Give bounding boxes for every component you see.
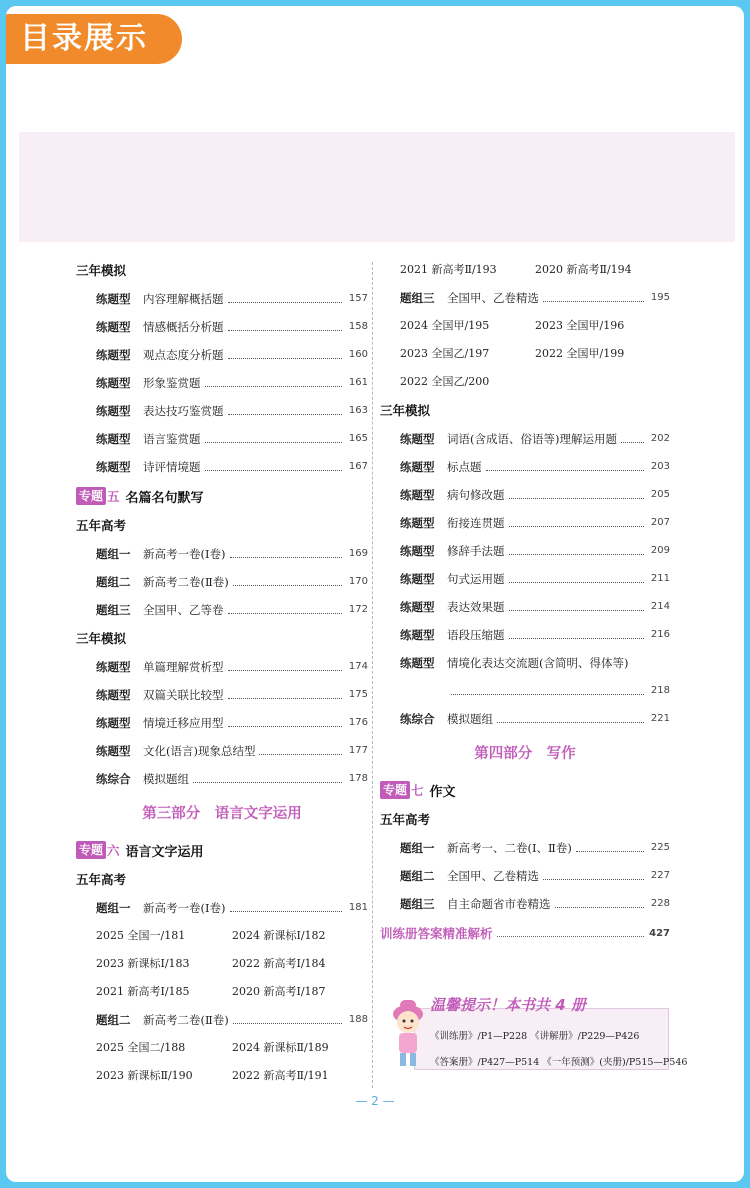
topic-number: 五 (107, 489, 120, 504)
leader-dots (497, 936, 644, 937)
entry-title: 全国甲、乙等卷 (143, 603, 224, 617)
entry-kind: 练题型 (96, 376, 131, 390)
topic-badge: 专题 (380, 781, 410, 799)
year-row (76, 978, 368, 1006)
year-entry[interactable]: 2024 新课标Ⅱ/189 (232, 1041, 329, 1054)
entry-title: 新高考一卷(Ⅰ卷) (143, 547, 226, 561)
section-heading: 五年高考 (380, 812, 431, 827)
leader-dots (509, 610, 645, 611)
toc-group (76, 653, 368, 793)
topic-title: 语言文字运用 (125, 844, 204, 860)
entry-title: 情境化表达交流题(含简明、得体等) (447, 656, 629, 670)
entry-title: 修辞手法题 (447, 544, 505, 558)
entry-kind: 练题型 (96, 320, 131, 334)
leader-dots (509, 526, 645, 527)
entry-page: 177 (348, 745, 368, 756)
toc-group (76, 894, 368, 922)
answers-page: 427 (649, 927, 670, 939)
topic-heading (76, 835, 368, 865)
leader-dots (228, 330, 343, 331)
leader-dots (497, 722, 644, 723)
entry-title: 衔接连贯题 (447, 516, 505, 530)
leader-dots (233, 585, 342, 586)
year-row (76, 950, 368, 978)
toc-entry[interactable] (76, 737, 368, 765)
toc-entry-continuation[interactable] (380, 677, 670, 705)
section-tab: 目录展示 (6, 14, 182, 64)
entry-kind: 练题型 (96, 404, 131, 418)
toc-entry[interactable] (76, 568, 368, 596)
toc-entry[interactable] (76, 425, 368, 453)
entry-title: 诗评情境题 (143, 460, 201, 474)
year-list (76, 1034, 368, 1090)
answers-title: 训练册答案精准解析 (380, 926, 493, 941)
year-entry[interactable]: 2022 新高考Ⅱ/191 (232, 1069, 329, 1082)
left-column (76, 256, 368, 1090)
tip-callout (386, 992, 688, 1072)
entry-page: 158 (348, 321, 368, 332)
entry-title: 模拟题组 (447, 712, 493, 726)
entry-page: 174 (348, 661, 368, 672)
section-heading: 三年模拟 (76, 631, 127, 646)
entry-title: 新高考一卷(Ⅰ卷) (143, 901, 226, 915)
entry-kind: 题组二 (400, 869, 435, 883)
year-entry[interactable]: 2025 全国二/188 (96, 1041, 186, 1054)
toc-group (380, 705, 670, 733)
year-list (380, 312, 670, 368)
right-column (380, 256, 670, 948)
entry-page: 202 (650, 433, 670, 444)
topic-heading (380, 775, 670, 805)
entry-title: 模拟题组 (143, 772, 189, 786)
entry-page: 221 (650, 713, 670, 724)
entry-page: 178 (348, 773, 368, 784)
toc-entry[interactable] (76, 540, 368, 568)
entry-kind: 练题型 (96, 716, 131, 730)
year-entry[interactable]: 2022 新高考Ⅰ/184 (232, 957, 326, 970)
entry-title: 形象鉴赏题 (143, 376, 201, 390)
entry-title: 语言鉴赏题 (143, 432, 201, 446)
topic-title: 名篇名句默写 (125, 490, 204, 506)
entry-kind: 练题型 (400, 488, 435, 502)
year-entry[interactable]: 2020 新高考Ⅰ/187 (232, 985, 326, 998)
toc-entry[interactable] (76, 681, 368, 709)
entry-page: 225 (650, 842, 670, 853)
entry-title: 双篇关联比较型 (143, 688, 224, 702)
toc-entry[interactable] (380, 453, 670, 481)
entry-title: 语段压缩题 (447, 628, 505, 642)
entry-title: 表达效果题 (447, 600, 505, 614)
year-entry[interactable]: 2023 新课标Ⅱ/190 (96, 1069, 193, 1082)
page-sheet (6, 6, 744, 1182)
toc-group (76, 285, 368, 481)
entry-kind: 题组三 (96, 603, 131, 617)
entry-title: 表达技巧鉴赏题 (143, 404, 224, 418)
toc-entry[interactable] (380, 425, 670, 453)
entry-title: 标点题 (447, 460, 482, 474)
leader-dots (509, 498, 645, 499)
entry-kind: 题组一 (96, 901, 131, 915)
tip-title: 温馨提示！本书共 4 册 (430, 996, 586, 1014)
toc-entry[interactable] (76, 596, 368, 624)
entry-page: 160 (348, 349, 368, 360)
leader-dots (230, 557, 342, 558)
topic-heading (76, 481, 368, 511)
entry-title: 情感概括分析题 (143, 320, 224, 334)
toc-entry[interactable] (76, 285, 368, 313)
entry-kind: 练题型 (400, 460, 435, 474)
toc-entry[interactable] (76, 709, 368, 737)
toc-entry[interactable] (76, 894, 368, 922)
entry-page: 211 (650, 573, 670, 584)
topic-title: 作文 (429, 784, 456, 800)
leader-dots (230, 911, 342, 912)
year-entry[interactable]: 2023 全国甲/196 (535, 319, 625, 332)
year-list (380, 256, 670, 284)
toc-entry[interactable] (76, 653, 368, 681)
toc-entry[interactable] (380, 862, 670, 890)
entry-page: 161 (348, 377, 368, 388)
entry-page: 227 (650, 870, 670, 881)
entry-title: 情境迁移应用型 (143, 716, 224, 730)
leader-dots (543, 301, 644, 302)
toc-entry[interactable] (76, 397, 368, 425)
entry-title: 病句修改题 (447, 488, 505, 502)
entry-title: 全国甲、乙卷精选 (447, 291, 539, 305)
topic-number: 七 (411, 783, 424, 798)
entry-page: 170 (348, 576, 368, 587)
entry-page: 175 (348, 689, 368, 700)
leader-dots (228, 698, 343, 699)
entry-page: 163 (348, 405, 368, 416)
entry-title: 自主命题省市卷精选 (447, 897, 551, 911)
toc-entry[interactable] (380, 509, 670, 537)
leader-dots (555, 907, 645, 908)
toc-entry[interactable] (380, 284, 670, 312)
entry-page: 218 (650, 685, 670, 696)
toc-entry[interactable] (380, 649, 670, 677)
year-entry: 2022 全国乙/200 (400, 375, 490, 388)
entry-page: 214 (650, 601, 670, 612)
toc-entry[interactable] (380, 890, 670, 918)
toc-entry[interactable] (380, 537, 670, 565)
year-row (380, 340, 670, 368)
entry-kind: 练题型 (96, 460, 131, 474)
toc-group (380, 834, 670, 918)
entry-page: 176 (348, 717, 368, 728)
entry-kind: 题组三 (400, 291, 435, 305)
entry-title: 新高考一、二卷(Ⅰ、Ⅱ卷) (447, 841, 572, 855)
entry-kind: 练题型 (400, 600, 435, 614)
topic-badge: 专题 (76, 841, 106, 859)
section-heading: 三年模拟 (380, 403, 431, 418)
part-heading: 第三部分 语言文字运用 (142, 806, 302, 822)
tip-line: 《训练册》/P1—P228 《讲解册》/P229—P426 (430, 1031, 640, 1042)
entry-title: 文化(语言)现象总结型 (143, 744, 256, 758)
leader-dots (576, 851, 644, 852)
leader-dots (509, 554, 645, 555)
year-entry[interactable]: 2020 新高考Ⅱ/194 (535, 263, 632, 276)
answers-entry[interactable] (380, 918, 670, 948)
entry-page: 165 (348, 433, 368, 444)
entry-title: 词语(含成语、俗语等)理解运用题 (447, 432, 617, 446)
entry-kind: 练题型 (96, 744, 131, 758)
leader-dots (228, 414, 343, 415)
toc-entry[interactable] (380, 834, 670, 862)
leader-dots (451, 694, 644, 695)
toc-entry[interactable] (76, 313, 368, 341)
year-entry[interactable]: 2024 全国甲/195 (400, 319, 490, 332)
toc-entry[interactable] (76, 1006, 368, 1034)
year-row (76, 922, 368, 950)
year-row (380, 256, 670, 284)
topic-badge: 专题 (76, 487, 106, 505)
entry-kind: 练题型 (96, 432, 131, 446)
entry-page: 188 (348, 1014, 368, 1025)
year-entry[interactable]: 2021 新高考Ⅰ/185 (96, 985, 190, 998)
toc-group (76, 540, 368, 624)
year-entry[interactable]: 2021 新高考Ⅱ/193 (400, 263, 497, 276)
entry-page: 228 (650, 898, 670, 909)
year-entry[interactable]: 2023 全国乙/197 (400, 347, 490, 360)
year-row (76, 1062, 368, 1090)
entry-title: 单篇理解赏析型 (143, 660, 224, 674)
leader-dots (205, 386, 343, 387)
toc-group (380, 425, 670, 649)
year-entry[interactable]: 2024 新课标Ⅰ/182 (232, 929, 326, 942)
tip-line: 《答案册》/P427—P514 《一年预测》(夹册)/P515—P546 (430, 1057, 688, 1068)
entry-kind: 练题型 (400, 656, 435, 670)
toc-entry[interactable] (76, 369, 368, 397)
entry-kind: 练题型 (96, 660, 131, 674)
entry-page: 172 (348, 604, 368, 615)
year-entry[interactable]: 2023 新课标Ⅰ/183 (96, 957, 190, 970)
mascot-icon (386, 992, 430, 1072)
entry-kind: 练题型 (96, 292, 131, 306)
entry-page: 216 (650, 629, 670, 640)
leader-dots (509, 638, 645, 639)
leader-dots (228, 358, 343, 359)
toc-entry[interactable] (380, 621, 670, 649)
part-heading: 第四部分 写作 (474, 746, 576, 762)
year-row (76, 1034, 368, 1062)
entry-kind: 题组二 (96, 575, 131, 589)
section-heading: 五年高考 (76, 872, 127, 887)
leader-dots (193, 782, 342, 783)
leader-dots (228, 726, 343, 727)
section-heading: 五年高考 (76, 518, 127, 533)
entry-title: 全国甲、乙卷精选 (447, 869, 539, 883)
leader-dots (259, 754, 342, 755)
entry-page: 209 (650, 545, 670, 556)
entry-kind: 题组一 (400, 841, 435, 855)
entry-page: 167 (348, 461, 368, 472)
entry-page: 195 (650, 292, 670, 303)
toc-entry[interactable] (380, 565, 670, 593)
entry-kind: 练综合 (400, 712, 435, 726)
leader-dots (205, 442, 343, 443)
entry-kind: 题组三 (400, 897, 435, 911)
entry-kind: 练题型 (400, 628, 435, 642)
leader-dots (205, 470, 343, 471)
banner-box (19, 132, 735, 242)
entry-title: 内容理解概括题 (143, 292, 224, 306)
toc-entry[interactable] (380, 593, 670, 621)
entry-title: 句式运用题 (447, 572, 505, 586)
entry-kind: 练题型 (400, 516, 435, 530)
page-number: — 2 — (355, 1094, 395, 1108)
entry-kind: 题组二 (96, 1013, 131, 1027)
section-heading: 三年模拟 (76, 263, 127, 278)
toc-entry[interactable] (76, 765, 368, 793)
entry-page: 207 (650, 517, 670, 528)
toc-entry[interactable] (76, 341, 368, 369)
leader-dots (543, 879, 644, 880)
year-entry[interactable]: 2022 全国甲/199 (535, 347, 625, 360)
leader-dots (228, 613, 343, 614)
toc-entry[interactable] (380, 705, 670, 733)
entry-page: 169 (348, 548, 368, 559)
toc-group (76, 1006, 368, 1034)
column-divider (372, 262, 373, 1088)
entry-title: 观点态度分析题 (143, 348, 224, 362)
entry-title: 新高考二卷(Ⅱ卷) (143, 1013, 229, 1027)
leader-dots (233, 1023, 342, 1024)
entry-kind: 练题型 (400, 432, 435, 446)
leader-dots (621, 442, 644, 443)
year-row (380, 312, 670, 340)
toc-entry[interactable] (76, 453, 368, 481)
entry-page: 205 (650, 489, 670, 500)
entry-kind: 题组一 (96, 547, 131, 561)
toc-entry[interactable] (380, 481, 670, 509)
leader-dots (228, 302, 343, 303)
entry-kind: 练题型 (96, 348, 131, 362)
leader-dots (509, 582, 645, 583)
entry-kind: 练综合 (96, 772, 131, 786)
entry-kind: 练题型 (96, 688, 131, 702)
year-entry[interactable]: 2025 全国一/181 (96, 929, 186, 942)
entry-page: 157 (348, 293, 368, 304)
topic-number: 六 (107, 843, 120, 858)
entry-title: 新高考二卷(Ⅱ卷) (143, 575, 229, 589)
year-list (76, 922, 368, 1006)
leader-dots (228, 670, 343, 671)
toc-group (380, 284, 670, 312)
entry-kind: 练题型 (400, 572, 435, 586)
entry-kind: 练题型 (400, 544, 435, 558)
entry-page: 203 (650, 461, 670, 472)
leader-dots (486, 470, 645, 471)
entry-page: 181 (348, 902, 368, 913)
